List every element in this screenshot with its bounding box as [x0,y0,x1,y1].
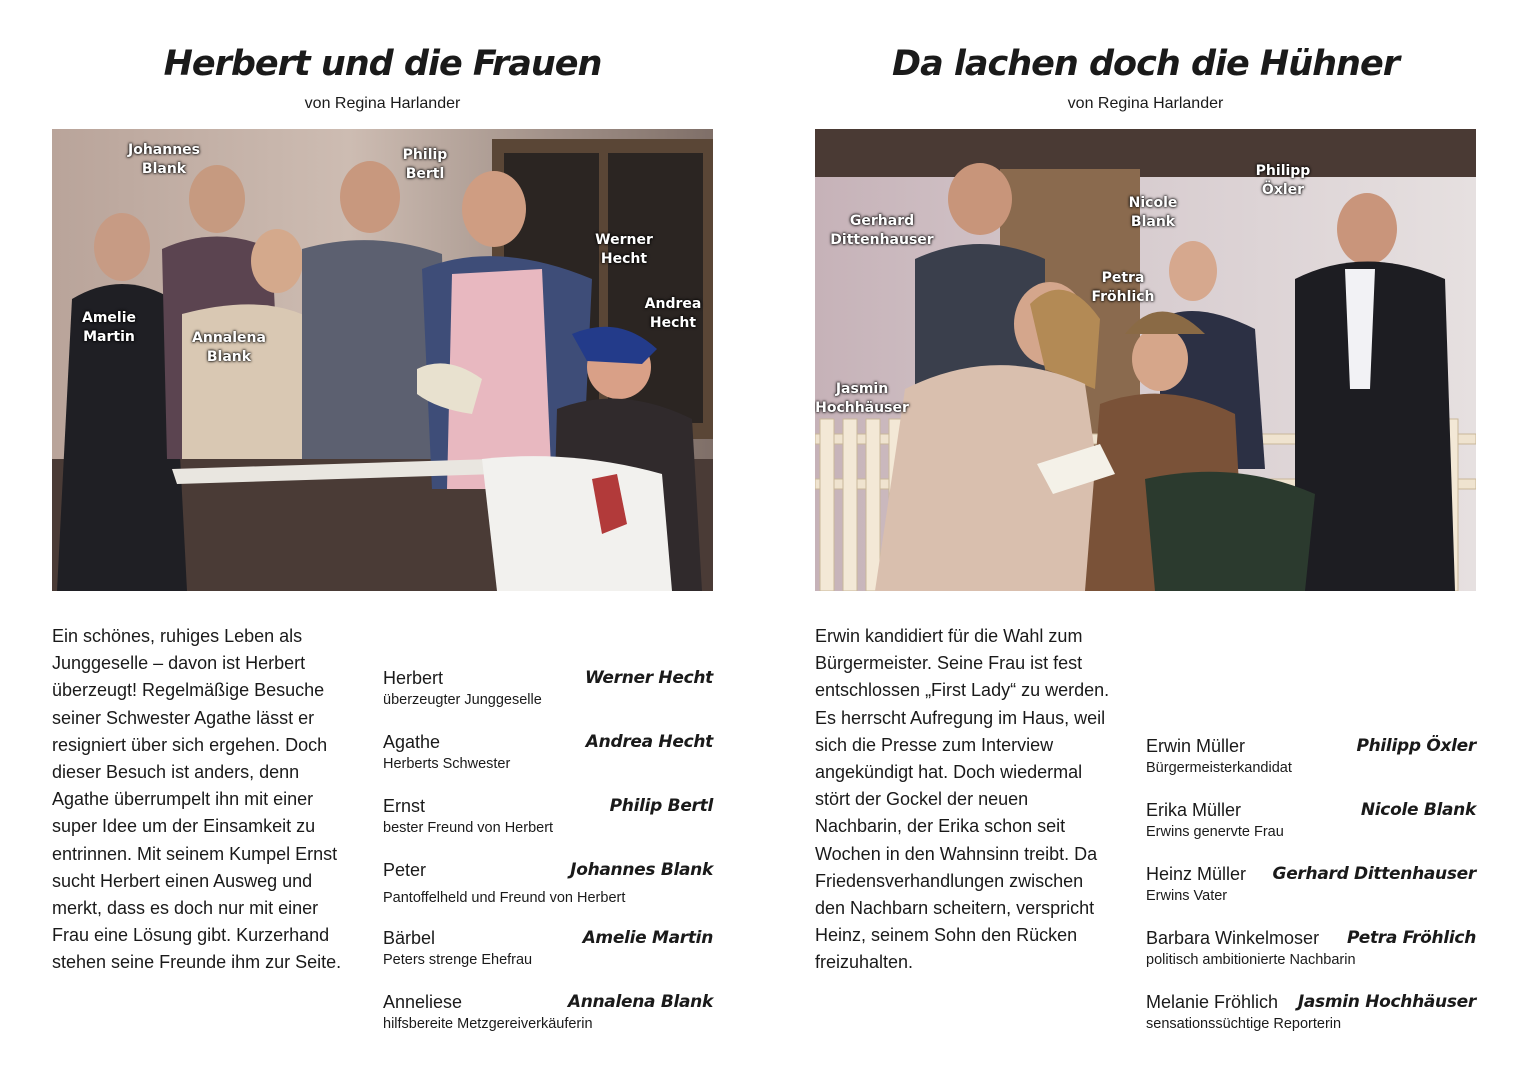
cast-list [383,667,713,1055]
photo-label-johannes: Johannes Blank [127,142,201,177]
role-description: Peters strenge Ehefrau [383,952,533,968]
role-description: bester Freund von Herbert [383,820,554,836]
role-description: Herberts Schwester [383,756,511,772]
cast-entry [1146,991,1476,1055]
photo-label-gerhard: Gerhard Dittenhauser [830,213,934,248]
role-name: Ernst [383,796,426,816]
cast-entry [383,667,713,731]
play-description: Ein schönes, ruhiges Leben als Junggeselle – davon ist Herbert überzeugt! Regelmäßige Besuche seiner Schwester Agathe lässt er resigniert über sich ergehen. Doch dieser Besuch ist anders, denn Agathe überrumpelt ihn mit einer super Idee um der Einsamkeit zu entrinnen. Mit seinem Kumpel Ernst sucht Herbert einen Ausweg und merkt, dass es doch nur mit einer Frau eine Lösung gibt. Kurzerhand stehen seine Freunde ihm zur Seite. [52,626,342,973]
role-name: Melanie Fröhlich [1146,992,1279,1012]
photo-label-werner: Werner Hecht [595,232,653,267]
role-description: Erwins genervte Frau [1146,824,1284,840]
cast-entry [1146,927,1476,991]
actor-name: Philipp Öxler [1356,736,1476,756]
actor-name: Petra Fröhlich [1347,928,1476,948]
play-description: Erwin kandidiert für die Wahl zum Bürgermeister. Seine Frau ist fest entschlossen „First Lady“ zu werden. Es herrscht Aufregung im Haus, weil sich die Presse zum Interview angekündigt hat. Doch wiedermal stört der Gockel der neuen Nachbarin, der Erika schon seit Wochen in den Wahnsinn treibt. Da Friedensverhandlungen zwischen den Nachbarn scheitern, verspricht Heinz, seinem Sohn den Rücken freizuhalten. [815,626,1110,973]
right-page [815,0,1476,1080]
role-name: Barbara Winkelmoser [1146,928,1320,948]
cast-photo [815,129,1476,591]
cast-entry [383,859,713,927]
cast-list [1146,735,1476,1055]
left-page [52,0,713,1080]
role-name: Erwin Müller [1146,736,1246,756]
cast-entry [383,991,713,1055]
play-title: Herbert und die Frauen [163,44,602,84]
stage-photo-illustration [52,129,713,591]
role-description: politisch ambitionierte Nachbarin [1146,952,1356,968]
cast-entry [383,731,713,795]
photo-label-philip: Philip Bertl [402,147,448,182]
role-name: Herbert [383,668,444,688]
photo-label-philipp: Philipp Öxler [1255,163,1311,198]
role-description: sensationssüchtige Reporterin [1146,1016,1342,1032]
role-description: Pantoffelheld und Freund von Herbert [383,890,626,906]
cast-entry [383,795,713,859]
cast-entry [1146,735,1476,799]
cast-entry [1146,799,1476,863]
actor-name: Jasmin Hochhäuser [1297,992,1476,1012]
cast-entry [1146,863,1476,927]
actor-name: Andrea Hecht [585,732,713,752]
photo-label-petra: Petra Fröhlich [1091,270,1155,305]
actor-name: Werner Hecht [585,668,713,688]
role-name: Heinz Müller [1146,864,1247,884]
role-name: Erika Müller [1146,800,1242,820]
role-description: Erwins Vater [1146,888,1228,904]
actor-name: Gerhard Dittenhauser [1272,864,1476,884]
actor-name: Philip Bertl [609,796,713,816]
role-description: hilfsbereite Metzgereiverkäuferin [383,1016,593,1032]
play-author: von Regina Harlander [1067,95,1224,112]
photo-label-amelie: Amelie Martin [81,310,137,345]
actor-name: Amelie Martin [582,928,713,948]
role-description: Bürgermeisterkandidat [1146,760,1292,776]
actor-name: Johannes Blank [570,860,713,880]
play-author: von Regina Harlander [304,95,461,112]
role-name: Anneliese [383,992,463,1012]
cast-entry [383,927,713,991]
cast-photo [52,129,713,591]
role-description: überzeugter Junggeselle [383,692,542,708]
role-name: Bärbel [383,928,436,948]
photo-label-andrea: Andrea Hecht [644,296,702,331]
photo-label-annalena: Annalena Blank [192,330,266,365]
photo-label-jasmin: Jasmin Hochhäuser [815,381,909,416]
actor-name: Annalena Blank [567,992,713,1012]
play-title: Da lachen doch die Hühner [892,44,1399,84]
actor-name: Nicole Blank [1360,800,1476,820]
photo-label-nicole: Nicole Blank [1128,195,1178,230]
role-name: Agathe [383,732,441,752]
role-name: Peter [383,860,427,880]
